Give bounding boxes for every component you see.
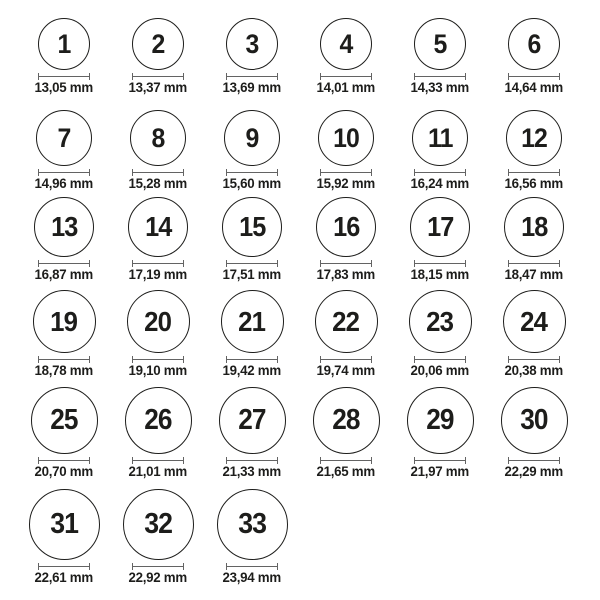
ring-size-cell (393, 94, 487, 190)
ring-circle (313, 387, 380, 454)
diameter-label: 13,69 mm (222, 79, 282, 95)
diameter-label: 21,01 mm (128, 463, 188, 479)
ring-size-number: 2 (151, 28, 165, 59)
ring-circle (125, 387, 192, 454)
ring-circle (226, 18, 278, 70)
chart-row (0, 190, 600, 281)
ring-size-number: 12 (521, 122, 547, 153)
ring-circle (316, 197, 376, 257)
ring-size-cell (393, 2, 487, 94)
chart-row (0, 281, 600, 377)
chart-row (0, 2, 600, 94)
ring-size-number: 24 (520, 305, 548, 337)
diameter-label: 17,51 mm (222, 266, 282, 282)
diameter-label: 19,10 mm (128, 362, 188, 378)
ring-size-number: 11 (427, 122, 453, 153)
ring-size-number: 21 (238, 305, 266, 337)
ring-circle (407, 387, 474, 454)
ring-size-number: 33 (238, 508, 266, 540)
ring-size-cell (17, 94, 111, 190)
ring-size-number: 16 (332, 211, 360, 243)
ring-circle (410, 197, 470, 257)
ring-circle (501, 387, 568, 454)
ring-size-number: 27 (238, 404, 266, 437)
diameter-label: 19,74 mm (316, 362, 376, 378)
ring-circle (127, 290, 190, 353)
diameter-label: 23,94 mm (222, 569, 282, 585)
diameter-label: 20,70 mm (34, 463, 94, 479)
ring-size-cell (487, 377, 581, 478)
diameter-label: 22,61 mm (34, 569, 94, 585)
ring-size-cell (487, 190, 581, 281)
ring-circle (504, 197, 564, 257)
ring-size-number: 7 (57, 122, 71, 153)
chart-row (0, 377, 600, 478)
ring-circle (412, 110, 468, 166)
ring-size-cell (393, 281, 487, 377)
diameter-label: 19,42 mm (222, 362, 282, 378)
diameter-label: 15,60 mm (222, 175, 282, 191)
diameter-label: 13,05 mm (34, 79, 94, 95)
ring-size-number: 20 (144, 305, 172, 337)
ring-size-number: 30 (520, 404, 548, 437)
ring-circle (128, 197, 188, 257)
ring-circle (31, 387, 98, 454)
ring-size-cell (111, 94, 205, 190)
ring-circle (224, 110, 280, 166)
ring-size-number: 14 (144, 211, 172, 243)
ring-size-number: 8 (151, 122, 165, 153)
diameter-label: 20,06 mm (410, 362, 470, 378)
diameter-label: 16,56 mm (504, 175, 564, 191)
diameter-label: 14,33 mm (410, 79, 470, 95)
ring-size-number: 25 (50, 404, 78, 437)
diameter-label: 18,47 mm (504, 266, 564, 282)
ring-size-number: 3 (245, 28, 259, 59)
ring-circle (222, 197, 282, 257)
ring-circle (315, 290, 378, 353)
ring-size-cell (205, 2, 299, 94)
ring-size-number: 19 (50, 305, 78, 337)
ring-size-cell (299, 2, 393, 94)
ring-circle (34, 197, 94, 257)
ring-size-cell (205, 281, 299, 377)
ring-size-cell (205, 478, 299, 584)
ring-size-number: 28 (332, 404, 360, 437)
ring-circle (508, 18, 560, 70)
diameter-label: 13,37 mm (128, 79, 188, 95)
ring-size-cell (111, 190, 205, 281)
ring-circle (318, 110, 374, 166)
ring-circle (414, 18, 466, 70)
diameter-label: 17,83 mm (316, 266, 376, 282)
ring-size-cell (111, 478, 205, 584)
ring-size-number: 32 (144, 508, 172, 540)
ring-size-cell (111, 2, 205, 94)
ring-size-cell (17, 478, 111, 584)
ring-size-cell (205, 190, 299, 281)
ring-circle (132, 18, 184, 70)
diameter-label: 21,97 mm (410, 463, 470, 479)
ring-size-number: 17 (426, 211, 454, 243)
ring-size-number: 1 (57, 28, 71, 59)
ring-size-number: 10 (333, 122, 359, 153)
diameter-label: 16,24 mm (410, 175, 470, 191)
diameter-label: 22,92 mm (128, 569, 188, 585)
ring-circle (409, 290, 472, 353)
ring-size-cell (17, 281, 111, 377)
ring-circle (503, 290, 566, 353)
diameter-label: 18,78 mm (34, 362, 94, 378)
ring-size-cell (487, 2, 581, 94)
chart-row (0, 94, 600, 190)
ring-circle (506, 110, 562, 166)
ring-circle (217, 489, 288, 560)
ring-size-cell (111, 281, 205, 377)
diameter-label: 14,01 mm (316, 79, 376, 95)
ring-size-number: 29 (426, 404, 454, 437)
ring-circle (320, 18, 372, 70)
diameter-label: 14,64 mm (504, 79, 564, 95)
ring-size-cell (393, 377, 487, 478)
ring-circle (123, 489, 194, 560)
ring-size-number: 5 (433, 28, 447, 59)
ring-size-number: 13 (50, 211, 78, 243)
ring-size-cell (205, 377, 299, 478)
ring-size-number: 26 (144, 404, 172, 437)
ring-size-number: 22 (332, 305, 360, 337)
ring-size-cell (393, 190, 487, 281)
ring-size-cell (17, 377, 111, 478)
diameter-label: 17,19 mm (128, 266, 188, 282)
diameter-label: 18,15 mm (410, 266, 470, 282)
ring-circle (221, 290, 284, 353)
diameter-label: 21,65 mm (316, 463, 376, 479)
ring-size-number: 18 (520, 211, 548, 243)
ring-circle (36, 110, 92, 166)
diameter-label: 14,96 mm (34, 175, 94, 191)
ring-circle (33, 290, 96, 353)
ring-size-cell (299, 94, 393, 190)
ring-size-cell (17, 190, 111, 281)
ring-size-number: 23 (426, 305, 454, 337)
ring-size-number: 15 (238, 211, 266, 243)
diameter-label: 16,87 mm (34, 266, 94, 282)
ring-size-cell (205, 94, 299, 190)
ring-circle (38, 18, 90, 70)
ring-size-cell (111, 377, 205, 478)
ring-size-cell (487, 281, 581, 377)
chart-row (0, 478, 600, 584)
ring-size-cell (299, 281, 393, 377)
ring-circle (130, 110, 186, 166)
ring-size-cell (487, 94, 581, 190)
ring-size-cell (17, 2, 111, 94)
diameter-label: 15,92 mm (316, 175, 376, 191)
ring-size-number: 9 (245, 122, 259, 153)
ring-size-number: 4 (339, 28, 353, 59)
diameter-label: 15,28 mm (128, 175, 188, 191)
diameter-label: 21,33 mm (222, 463, 282, 479)
diameter-label: 20,38 mm (504, 362, 564, 378)
ring-size-cell (299, 377, 393, 478)
ring-circle (29, 489, 100, 560)
diameter-label: 22,29 mm (504, 463, 564, 479)
ring-size-cell (299, 190, 393, 281)
ring-size-number: 31 (50, 508, 78, 540)
ring-circle (219, 387, 286, 454)
ring-size-number: 6 (527, 28, 541, 59)
